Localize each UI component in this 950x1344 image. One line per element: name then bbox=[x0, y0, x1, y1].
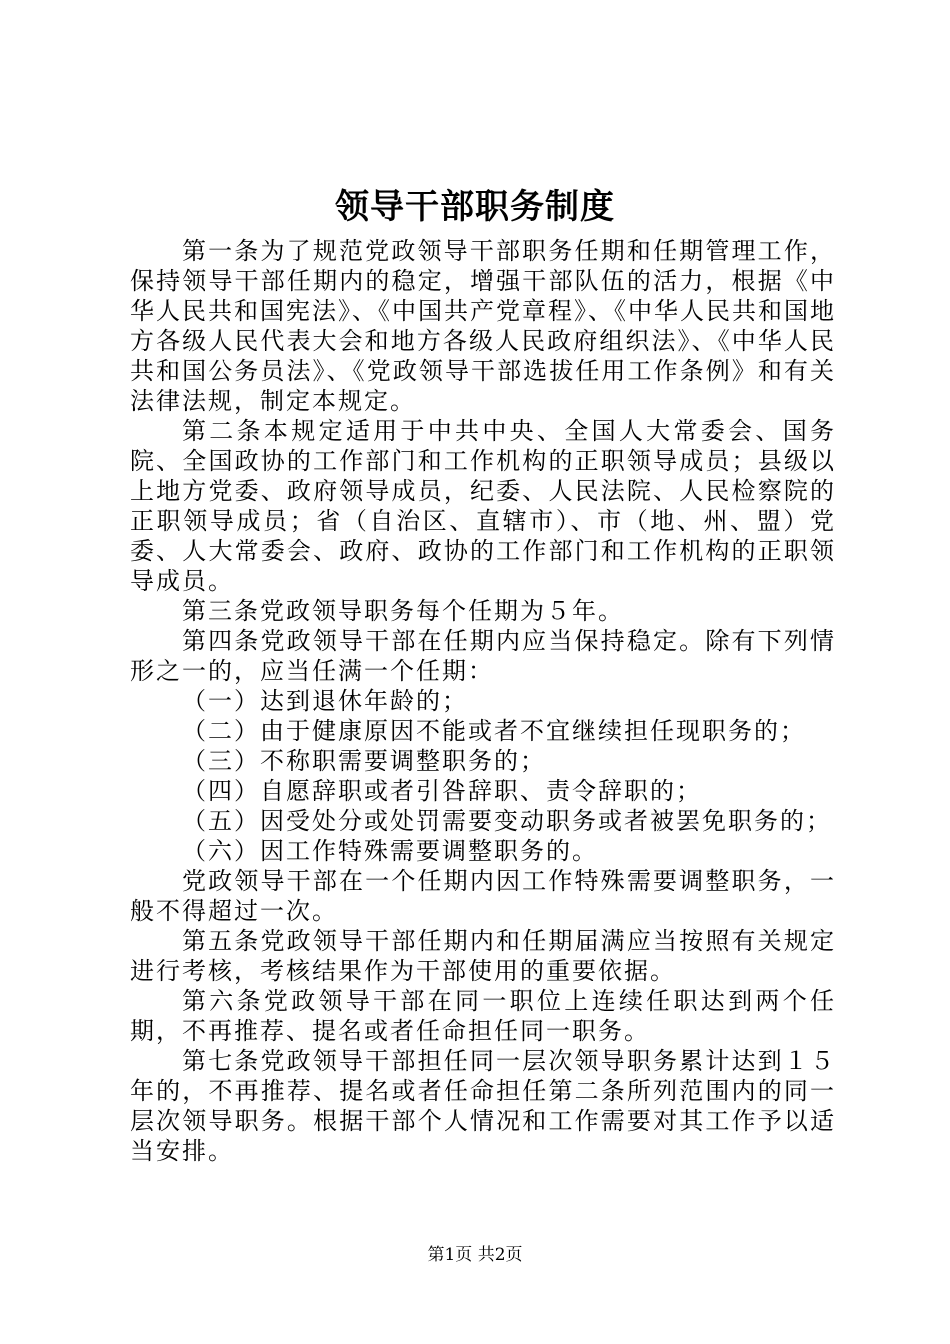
list-item: （六）因工作特殊需要调整职务的。 bbox=[182, 837, 598, 865]
article-4-paragraph: 第四条党政领导干部在任期内应当保持稳定。除有下列情形之一的，应当任满一个任期： bbox=[130, 627, 836, 685]
article-1-paragraph: 第一条为了规范党政领导干部职务任期和任期管理工作，保持领导干部任期内的稳定，增强干部队伍的活力，根据《中华人民共和国宪法》、《中国共产党章程》、《中华人民共和国地方各级人民代表大会和地方各级人民政府组织法》、《中华人民共和国公务员法》、《党政领导干部选拔任用工作条例》和有关法律法规，制定本规定。 bbox=[130, 237, 836, 415]
article-6-paragraph: 第六条党政领导干部在同一职位上连续任职达到两个任期，不再推荐、提名或者任命担任同一职务。 bbox=[130, 987, 836, 1045]
list-item: （四）自愿辞职或者引咎辞职、责令辞职的； bbox=[182, 777, 702, 805]
document-title: 领导干部职务制度 bbox=[335, 187, 615, 227]
article-2-paragraph: 第二条本规定适用于中共中央、全国人大常委会、国务院、全国政协的工作部门和工作机构的正职领导成员；县级以上地方党委、政府领导成员，纪委、人民法院、人民检察院的正职领导成员；省（自治区、直辖市）、市（地、州、盟）党委、人大常委会、政府、政协的工作部门和工作机构的正职领导成员。 bbox=[130, 417, 836, 595]
article-7-paragraph: 第七条党政领导干部担任同一层次领导职务累计达到１５年的，不再推荐、提名或者任命担任第二条所列范围内的同一层次领导职务。根据干部个人情况和工作需要对其工作予以适当安排。 bbox=[130, 1047, 836, 1165]
list-item: （一）达到退休年龄的； bbox=[182, 687, 468, 715]
list-item: （二）由于健康原因不能或者不宜继续担任现职务的； bbox=[182, 717, 806, 745]
article-5-paragraph: 第五条党政领导干部任期内和任期届满应当按照有关规定进行考核，考核结果作为干部使用的重要依据。 bbox=[130, 927, 836, 985]
article-3-paragraph: 第三条党政领导职务每个任期为５年。 bbox=[182, 597, 624, 625]
page-number-footer: 第1页 共2页 bbox=[427, 1245, 523, 1265]
adjustment-limit-paragraph: 党政领导干部在一个任期内因工作特殊需要调整职务，一般不得超过一次。 bbox=[130, 867, 836, 925]
list-item: （三）不称职需要调整职务的； bbox=[182, 747, 546, 775]
list-item: （五）因受处分或处罚需要变动职务或者被罢免职务的； bbox=[182, 807, 832, 835]
document-body bbox=[130, 236, 836, 1166]
